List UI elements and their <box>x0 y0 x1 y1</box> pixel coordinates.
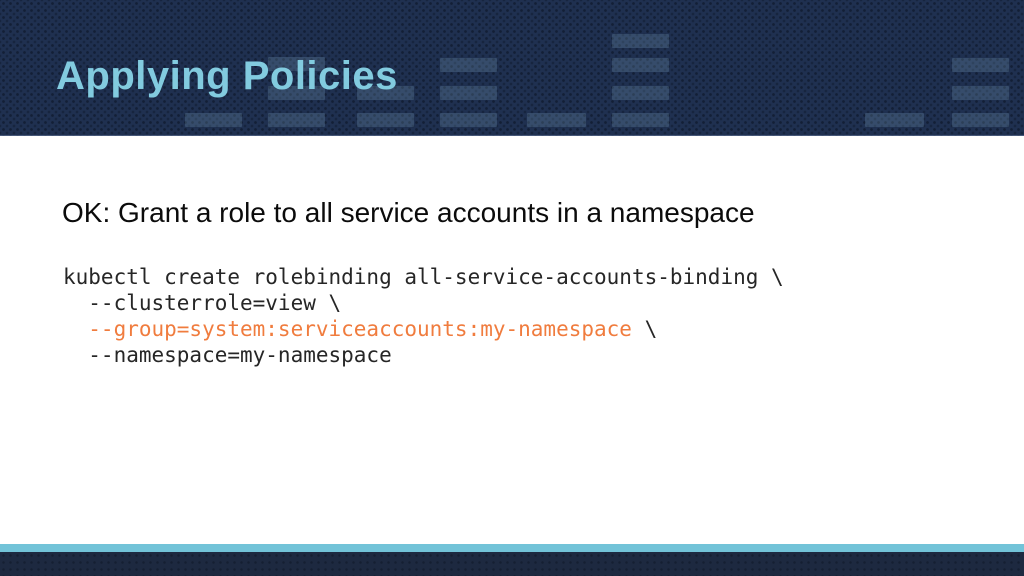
decor-block <box>952 58 1009 72</box>
code-line <box>63 316 784 342</box>
code-segment: \ <box>631 317 658 341</box>
code-line <box>63 290 784 316</box>
decor-block <box>865 113 924 127</box>
footer-accent-bar <box>0 544 1024 552</box>
decor-block <box>612 86 669 100</box>
decor-block <box>952 86 1009 100</box>
slide-title: Applying Policies <box>56 54 398 98</box>
decor-block <box>185 113 242 127</box>
decor-block <box>268 113 325 127</box>
decor-block <box>440 113 497 127</box>
decor-block <box>440 58 497 72</box>
code-block <box>63 264 784 368</box>
decor-block <box>952 113 1009 127</box>
footer-bar <box>0 552 1024 576</box>
decor-block <box>612 34 669 48</box>
decor-block <box>440 86 497 100</box>
code-segment: kubectl create rolebinding all-service-accounts-binding \ <box>63 265 784 289</box>
code-segment: --namespace=my-namespace <box>63 343 392 367</box>
code-line <box>63 342 784 368</box>
decor-block <box>612 113 669 127</box>
code-line <box>63 264 784 290</box>
body-heading: OK: Grant a role to all service accounts in a namespace <box>62 197 755 228</box>
code-segment: --clusterrole=view \ <box>63 291 342 315</box>
decor-block <box>612 58 669 72</box>
code-segment: --group=system:serviceaccounts:my-namespace <box>63 317 632 341</box>
decor-block <box>357 113 414 127</box>
decor-block <box>527 113 586 127</box>
header-bar <box>0 0 1024 136</box>
